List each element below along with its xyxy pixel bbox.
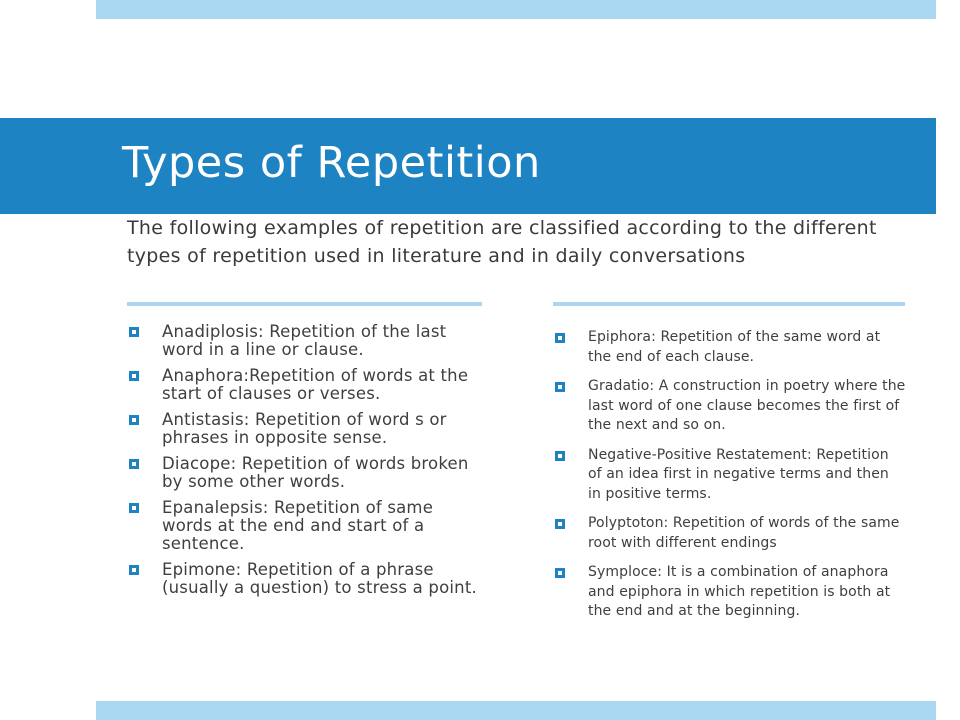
square-bullet-icon (129, 503, 139, 513)
list-item (128, 499, 488, 553)
list-item (128, 411, 488, 447)
list-item (554, 446, 906, 505)
list-item (128, 561, 488, 597)
top-accent-bar (96, 0, 936, 19)
list-item-text: Anaphora:Repetition of words at the start of clauses or verses. (162, 366, 469, 403)
list-item-text: Epimone: Repetition of a phrase (usually a question) to stress a point. (162, 560, 477, 597)
square-bullet-icon (555, 382, 565, 392)
list-item-text: Polyptoton: Repetition of words of the same root with different endings (588, 515, 900, 551)
square-bullet-icon (129, 371, 139, 381)
list-item-text: Epanalepsis: Repetition of same words at the end and start of a sentence. (162, 498, 434, 553)
list-item (128, 323, 488, 359)
list-item (554, 563, 906, 622)
slide-title: Types of Repetition (122, 138, 541, 188)
list-item-text: Antistasis: Repetition of word s or phrases in opposite sense. (162, 410, 447, 447)
square-bullet-icon (129, 565, 139, 575)
list-item-text: Diacope: Repetition of words broken by some other words. (162, 454, 469, 491)
bottom-accent-bar (96, 701, 936, 720)
list-item-text: Symploce: It is a combination of anaphora and epiphora in which repetition is both at the end and at the beginning. (588, 564, 891, 619)
list-item (554, 514, 906, 553)
square-bullet-icon (129, 459, 139, 469)
slide-subtitle: The following examples of repetition are classified according to the different types of repetition used in literature and in daily conversations (127, 217, 877, 267)
right-column-divider (553, 302, 905, 306)
square-bullet-icon (129, 415, 139, 425)
list-item (554, 328, 906, 367)
square-bullet-icon (129, 327, 139, 337)
left-bullet-list (128, 323, 488, 605)
square-bullet-icon (555, 519, 565, 529)
square-bullet-icon (555, 451, 565, 461)
list-item (554, 377, 906, 436)
list-item-text: Anadiplosis: Repetition of the last word in a line or clause. (162, 322, 447, 359)
list-item-text: Epiphora: Repetition of the same word at the end of each clause. (588, 329, 881, 365)
list-item-text: Negative-Positive Restatement: Repetition of an idea first in negative terms and then in positive terms. (588, 446, 889, 502)
square-bullet-icon (555, 333, 565, 343)
list-item (128, 367, 488, 403)
square-bullet-icon (555, 568, 565, 578)
left-column-divider (127, 302, 482, 306)
list-item-text: Gradatio: A construction in poetry where the last word of one clause becomes the first of the next and so on. (588, 378, 906, 433)
list-item (128, 455, 488, 491)
right-bullet-list (554, 328, 906, 632)
